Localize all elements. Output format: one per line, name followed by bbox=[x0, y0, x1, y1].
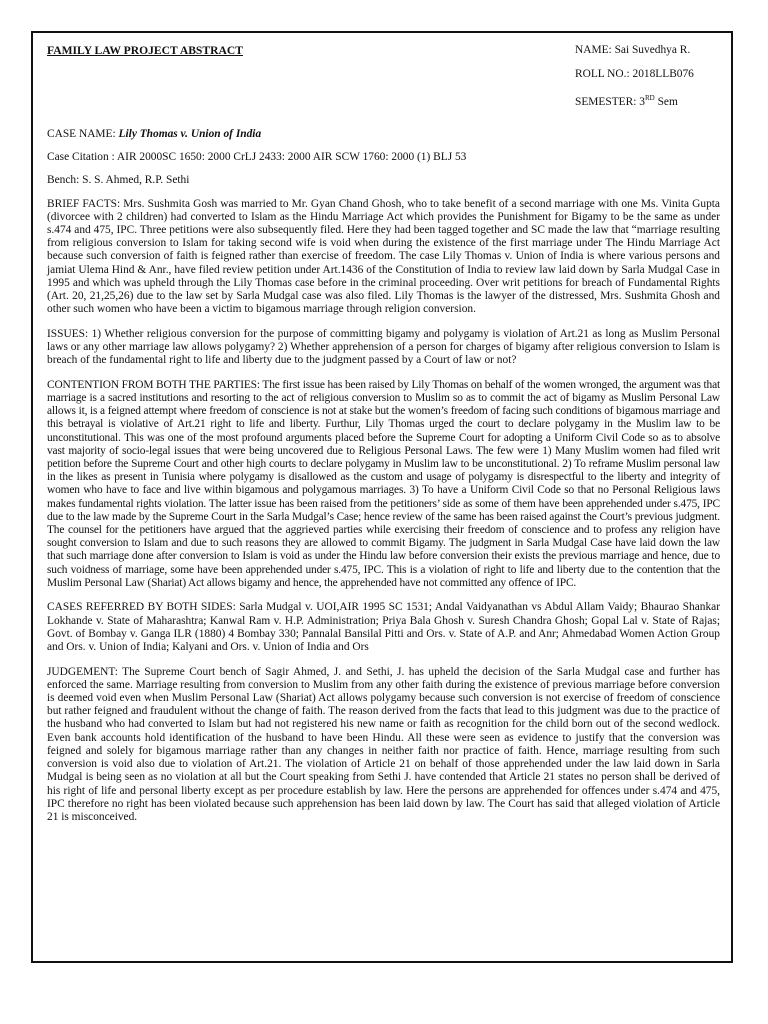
student-name: NAME: Sai Suvedhya R. bbox=[575, 44, 691, 56]
brief-facts: BRIEF FACTS: Mrs. Sushmita Gosh was married to Mr. Gyan Chand Ghosh, who to take benefit of a second marriage with one Ms. Vinita Gupta (divorcee with 2 children) had converted to Islam as the Hindu Marriage Act which provides the Punishment for Bigamy to be the same as under s.474 and 475, IPC. Three petitions were also subsequently filed. Here they had been tagged together and SC made the law that “marriage resulting from religious conversion to Islam for taking second wife is void when during the existence of the first marriage under The Hindu Marriage Act because such conversion of faith is feigned rather than exercise of freedom. The case Lily Thomas v. Union of India is where various persons and jamiat Ulema Hind & Anr., have filed review petition under Art.1436 of the Constitution of India to review law laid down by Sarla Mudgal Case in 1995 and which was upheld through the Lily Thomas case before in the criminal proceeding. Over writ petitions for breach of Fundamental Rights (Art. 20, 21,25,26) due to the law set by Sarla Mudgal case was also filed. Lily Thomas is the lawyer of the distressed, Mrs. Sushmita Ghosh and other such women who have been a victim to bigamous marriage through religion conversion. bbox=[47, 197, 720, 316]
header bbox=[47, 40, 720, 108]
case-citation: Case Citation : AIR 2000SC 1650: 2000 CrLJ 2433: 2000 AIR SCW 1760: 2000 (1) BLJ 53 bbox=[47, 151, 467, 164]
cases-referred: CASES REFERRED BY BOTH SIDES: Sarla Mudgal v. UOI,AIR 1995 SC 1531; Andal Vaidyanathan vs Abdul Allam Vaidy; Bhaurao Shankar Lokhande v. State of Maharashtra; Kanwal Ram v. H.P. Administration; Priya Bala Ghosh v. Suresh Chandra Ghosh; Gopal Lal v. State of Rajas; Govt. of Bombay v. Ganga ILR (1880) 4 Bombay 330; Pannalal Bansilal Pitti and Ors. v. State of A.P. and Anr; Ahmedabad Women Action Group and Ors. v. Union of India; Kalyani and Ors. v. Union of India and Ors bbox=[47, 601, 720, 654]
document-title: FAMILY LAW PROJECT ABSTRACT bbox=[47, 44, 243, 57]
semester: SEMESTER: 3RD Sem bbox=[575, 94, 678, 108]
case-title: Lily Thomas v. Union of India bbox=[118, 128, 262, 140]
contention: CONTENTION FROM BOTH THE PARTIES: The first issue has been raised by Lily Thomas on behalf of the women wronged, the argument was that marriage is a sacred institutions and resorting to the act of religious conversion to Muslim so as to commit the act of bigamy as Muslim Personal Law allows it, is a feigned attempt where freedom of conscience is not at stake but the women’s freedom of facing such conditions of bigamous marriage and this betrayal is violative of Art.21 right to life and liberty. Furthur, Lily Thomas urged the court to declare polygamy in the Muslim law to be unconstitutional. This was one of the most profound arguments placed before the Supreme Court for adopting a Uniform Civil Code so as to absolve vast majority of socio-legal issues that were being uncovered due to Religious Personal Laws. The few were 1) Many Muslim women had filed writ petition before the Supreme Court and other high courts to declare polygamy in Muslim law to be unconstitutional. 2) To reframe Muslim personal law in the likes as present in Tunisia where polygamy is disallowed as the custom and usage of polygamy is disrespectful to the liberty and integrity of women who have to face and live within bigamous and polygamous marriages. 3) To have a Uniform Civil Code so that no Personal Religious laws makes fundamental rights violation. The latter issue has been raised from the petitioners’ side as some of them have been apprehended under s.475, IPC due to the law made by the Supreme Court in the Sarla Mudgal’s Case; hence review of the same has been raised against the Court’s previous judgment. The counsel for the petitioners have argued that the aggrieved parties while exercising their freedom of conscience and to profess any religion have sought conversion to Islam and due to such reasons they are allowed to commit Bigamy. The judgment in Sarla Mudgal Case have laid down the law that such marriage done after conversion to Islam is void as under the Hindu law before conversion their exists the previous marriage and hence, due to such voidness of marriage, some have been apprehended under s.475, IPC. This is a violation of right to life and liberty due to the contention that the Muslim Personal Law (Shariat) Act allows bigamy and hence, the apprehended have not committed any offence of IPC. bbox=[47, 378, 720, 589]
issues: ISSUES: 1) Whether religious conversion for the purpose of committing bigamy and polygamy is violation of Art.21 as long as Muslim Personal laws or any other marriage law allows polygamy? 2) Whether apprehension of a person for charges of bigamy after religious conversion to Islam is breach of the fundamental right to life and liberty due to the judgment passed by a Court of law or not? bbox=[47, 327, 720, 367]
case-name: CASE NAME: Lily Thomas v. Union of India bbox=[47, 128, 262, 140]
judgement: JUDGEMENT: The Supreme Court bench of Sagir Ahmed, J. and Sethi, J. has upheld the decision of the Sarla Mudgal case and further has enforced the same. Marriage resulting from conversion to Muslim from any other faith during the existence of previous marriage before conversion is deemed void even when Muslim Personal Law (Shariat) Act allows polygamy because such conversion is not exercise of freedom of conscience but rather feigned and fraudulent without the change of faith. The reason derived from the facts that lead to this judgment was due to the practice of the husband who had converted to Islam but had not registered his new name or faith as recognition for the child born out of the second wedlock. Even bank accounts hold identification of the husband to have been Hindu. All these were seen as evidence to justify that the conversion was feigned and solely for bigamous marriage rather than any changes in neither faith nor practice of faith. Hence, marriage resulting from such conversion is void also due to violation of Art.21. The violation of Article 21 on behalf of those apprehended under the law laid down in Sarla Mudgal is being seen as no violation at all but the Court speaking from Sethi J. have contended that Article 21 states no person shall be derived of his right of life and personal liberty except as per procedure establish by law. Here the persons are apprehended for offences under s.474 and 475, IPC therefore no right has been violated because such apprehension has been laid down by law. The Court has said that alleged violation of Article 21 is misconceived. bbox=[47, 665, 720, 823]
roll-number: ROLL NO.: 2018LLB076 bbox=[575, 68, 694, 80]
student-info bbox=[575, 44, 725, 116]
document-body bbox=[47, 40, 720, 836]
bench: Bench: S. S. Ahmed, R.P. Sethi bbox=[47, 174, 190, 187]
